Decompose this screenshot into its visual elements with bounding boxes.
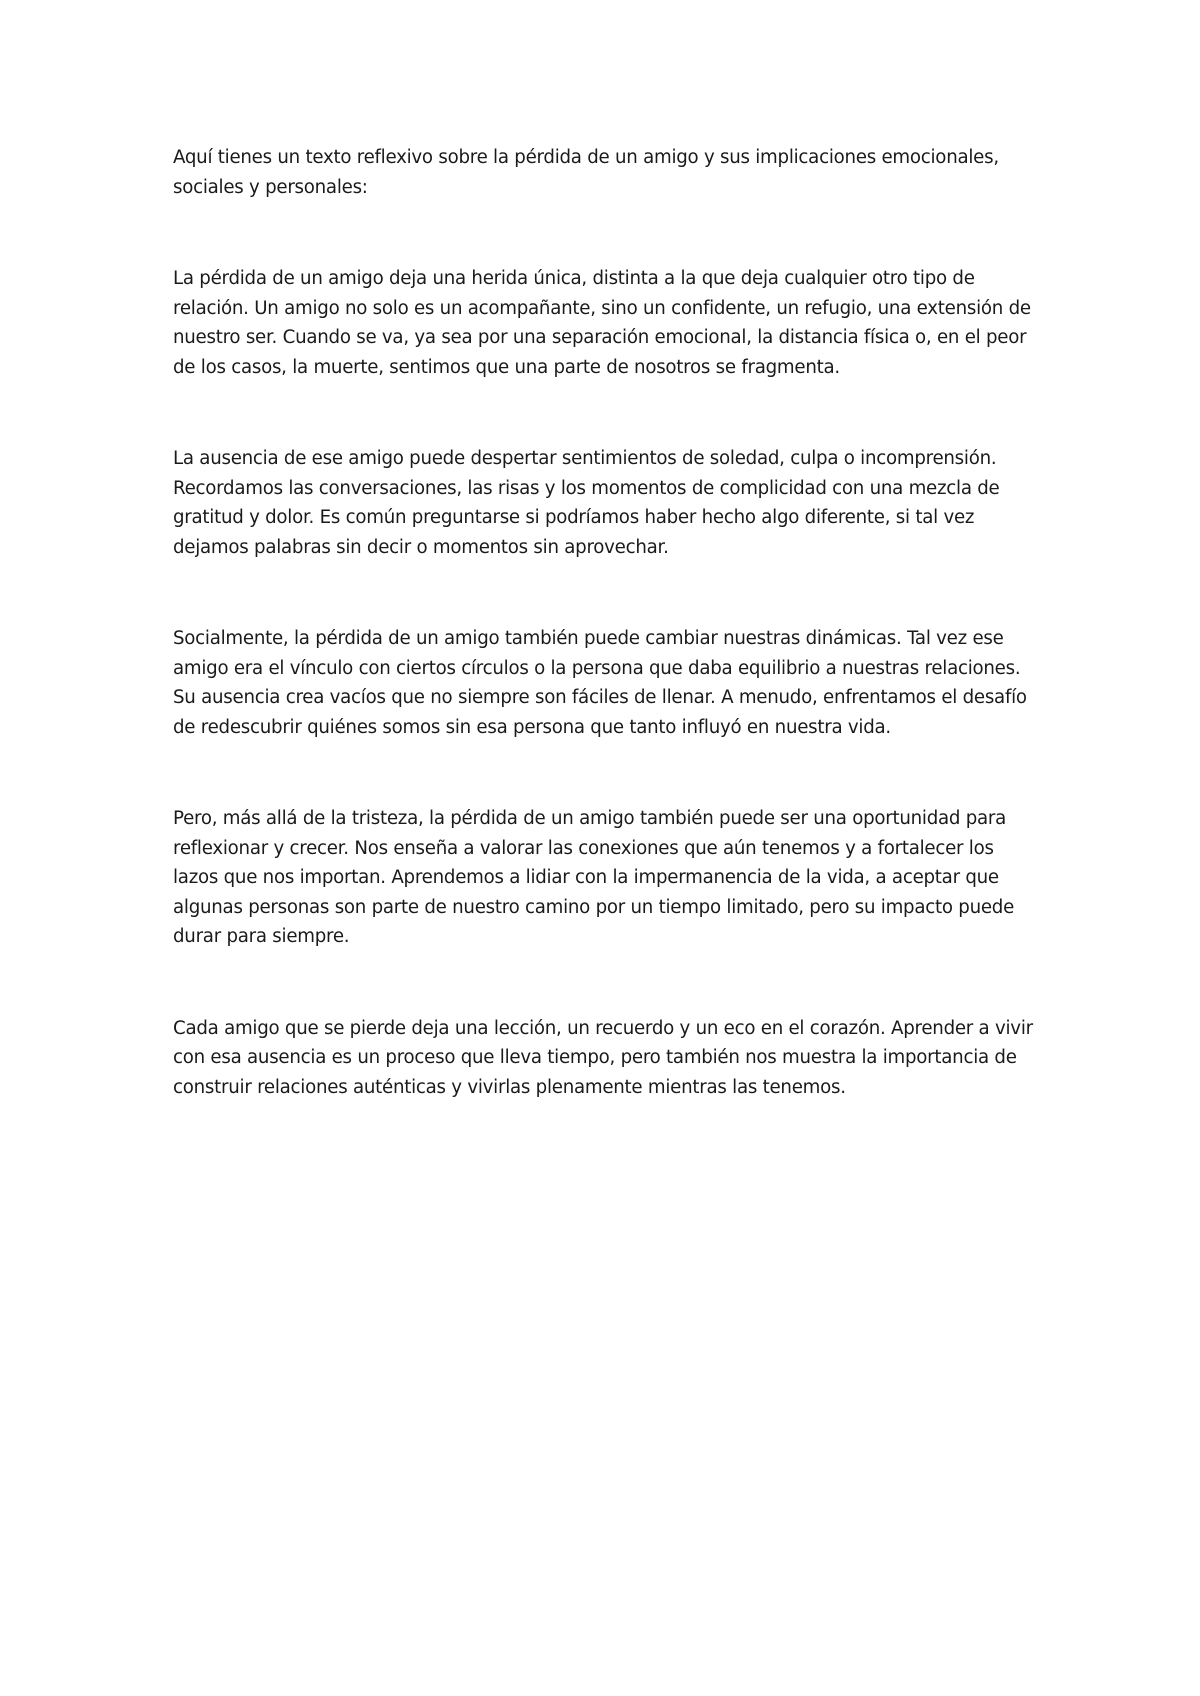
paragraph-4: Pero, más allá de la tristeza, la pérdida de un amigo también puede ser una oportunidad para reflexionar y crecer. Nos enseña a valorar las conexiones que aún tenemos y a fortalecer los lazos que nos importan. Aprendemos a lidiar con la impermanencia de la vida, a aceptar que algunas personas son parte de nuestro camino por un tiempo limitado, pero su impacto puede durar para siempre. bbox=[173, 808, 1015, 947]
document-body bbox=[173, 143, 1043, 1164]
intro-paragraph: Aquí tienes un texto reflexivo sobre la pérdida de un amigo y sus implicaciones emocionales, sociales y personales: bbox=[173, 147, 999, 198]
paragraph-2: La ausencia de ese amigo puede despertar sentimientos de soledad, culpa o incomprensión. Recordamos las conversaciones, las risas y los momentos de complicidad con una mezcla de gratitud y dolor. Es común preguntarse si podríamos haber hecho algo diferente, si tal vez dejamos palabras sin decir o momentos sin aprovechar. bbox=[173, 448, 1000, 558]
paragraph-1: La pérdida de un amigo deja una herida única, distinta a la que deja cualquier otro tipo de relación. Un amigo no solo es un acompañante, sino un confidente, un refugio, una extensión de nuestro ser. Cuando se va, ya sea por una separación emocional, la distancia física o, en el peor de los casos, la muerte, sentimos que una parte de nosotros se fragmenta. bbox=[173, 268, 1031, 378]
paragraph-5: Cada amigo que se pierde deja una lección, un recuerdo y un eco en el corazón. Aprender a vivir con esa ausencia es un proceso que lleva tiempo, pero también nos muestra la importancia de construir relaciones auténticas y vivirlas plenamente mientras las tenemos. bbox=[173, 1017, 1033, 1098]
paragraph-3: Socialmente, la pérdida de un amigo también puede cambiar nuestras dinámicas. Tal vez ese amigo era el vínculo con ciertos círculos o la persona que daba equilibrio a nuestras relaciones. Su ausencia crea vacíos que no siempre son fáciles de llenar. A menudo, enfrentamos el desafío de redescubrir quiénes somos sin esa persona que tanto influyó en nuestra vida. bbox=[173, 628, 1027, 738]
